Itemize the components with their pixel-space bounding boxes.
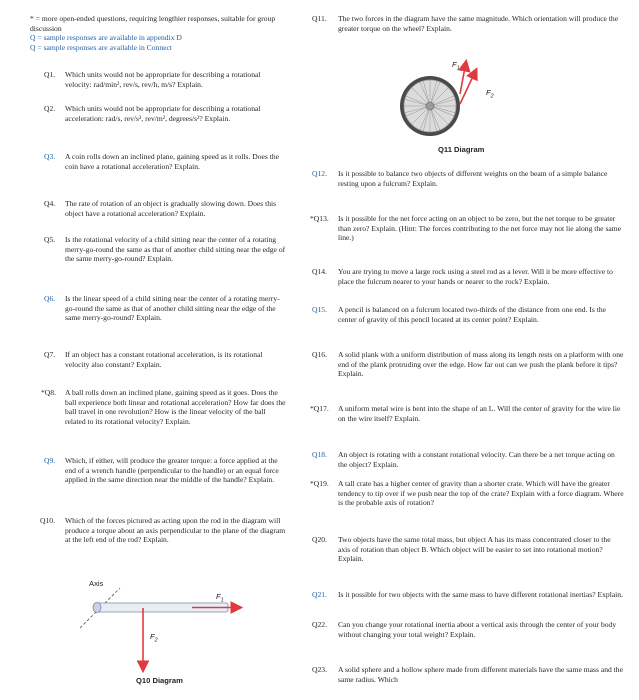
question-number: Q5. [44,235,56,244]
question-q2 [34,104,286,123]
question-q15 [312,305,624,324]
question-q4 [34,199,286,218]
question-number: Q18. [312,450,327,459]
question-text: The rate of rotation of an object is gradually slowing down. Does this object have a rotational acceleration? Explain. [65,199,277,218]
q10-caption: Q10 Diagram [136,676,183,685]
question-number: Q10. [40,516,55,525]
question-q20 [312,535,624,564]
question-text: Can you change your rotational inertia about a vertical axis through the center of your body without changing your total weight? Explain. [338,620,617,639]
question-q3 [34,152,286,171]
question-number: Q16. [312,350,327,359]
question-number: Q3. [44,152,56,161]
force-f1-arrow [460,62,466,94]
question-text: A ball rolls down an inclined plane, gaining speed as it goes. Does the ball experience both linear and rotational acceleration? How far does the ball travel in one revolution? How is the linear velocity of the ball related to its rotational velocity? Explain. [65,388,286,426]
legend [30,14,292,52]
q10-diagram-graphic [80,578,280,690]
question-text: A coin rolls down an inclined plane, gaining speed as it rolls. Does the coin have a rotational acceleration? Explain. [65,152,280,171]
question-q19 [310,479,624,508]
question-text: A solid sphere and a hollow sphere made from different materials have the same mass and the same radius. Which [338,665,623,684]
question-q18 [312,450,624,469]
f2-subscript: 2 [490,93,494,100]
question-number: Q11. [312,14,327,23]
question-number: Q22. [312,620,327,629]
question-number: Q21. [312,590,327,599]
question-q22 [312,620,624,639]
question-q5 [34,235,286,264]
q11-caption: Q11 Diagram [438,145,485,154]
q11-f2-label [486,88,494,100]
question-q9 [34,456,286,485]
f1-letter: F [452,60,457,69]
question-number: Q2. [44,104,56,113]
q11-f1-label [452,60,460,72]
f1-subscript: 1 [220,597,224,604]
q11-wheel-graphic [388,54,538,144]
question-q21 [312,590,624,600]
question-text: Is it possible to balance two objects of different weights on the beam of a simple balance resting upon a fulcrum? Explain. [338,169,608,188]
question-q11 [312,14,624,33]
question-text: Which units would not be appropriate for describing a rotational velocity: rad/min², rev/s, rev/h, m/s? Explain. [65,70,261,89]
question-q7 [34,350,286,369]
question-text: Is it possible for the net force acting on an object to be zero, but the net torque to be greater than zero? Explain. (Hint: The forces contributing to the net force may not lie along the same line.) [338,214,622,243]
question-q1 [34,70,286,89]
question-number: *Q19. [310,479,329,488]
f1-label [216,592,224,604]
question-text: A uniform metal wire is bent into the shape of an L. Will the center of gravity for the wire lie on the wire itself? Explain. [338,404,621,423]
wheel-hub [426,102,434,110]
question-text: A tall crate has a higher center of gravity than a shorter crate. Which will have the greater tendency to tip over if we push near the top of the crate? Explain with a force diagram. Where is the probable axis of rotation? [338,479,624,508]
question-text: A solid plank with a uniform distribution of mass along its length rests on a platform with one end of the plank protruding over the edge. How far out can we push the plank before it tips? Explain. [338,350,624,379]
f2-letter: F [486,88,491,97]
question-number: Q23. [312,665,327,674]
question-q13 [310,214,624,243]
question-text: Which of the forces pictured as acting upon the rod in the diagram will produce a torque about an axis perpendicular to the plane of the diagram at the left end of the rod? Explain. [65,516,286,545]
question-text: The two forces in the diagram have the same magnitude. Which orientation will produce the greater torque on the wheel? Explain. [338,14,619,33]
question-number: Q14. [312,267,327,276]
legend-appendix-line: Q = sample responses are available in appendix D [30,33,182,43]
question-number: Q1. [44,70,56,79]
question-text: An object is rotating with a constant rotational velocity. Can there be a net torque acting on the object? Explain. [338,450,615,469]
f1-letter: F [216,592,221,601]
question-number: Q9. [44,456,56,465]
question-number: *Q8. [41,388,56,397]
question-text: Which, if either, will produce the greater torque: a force applied at the end of a wrench handle (perpendicular to the handle) or an equal force applied in the same direction near the middle of the handle? Explain. [65,456,279,485]
legend-connect-line: Q = sample responses are available in Connect [30,42,172,52]
question-q8 [34,388,286,426]
f2-label [150,632,158,644]
axis-label: Axis [89,579,104,588]
question-text: Two objects have the same total mass, but object A has its mass concentrated closer to the axis of rotation than object B. Which object will be easier to set into rotational motion? Explain. [338,535,611,564]
question-q16 [312,350,624,379]
question-q17 [310,404,624,423]
question-q23 [312,665,624,684]
f2-letter: F [150,632,155,641]
question-number: *Q13. [310,214,329,223]
force-f2-arrow [460,70,476,104]
question-text: Is it possible for two objects with the same mass to have different rotational inertias? Explain. [338,590,623,599]
question-q6 [34,294,286,323]
f1-subscript: 1 [456,65,460,72]
question-q12 [312,169,624,188]
question-number: Q12. [312,169,327,178]
legend-star-line: * = more open-ended questions, requiring lengthier responses, suitable for group discussion [30,14,276,33]
f2-subscript: 2 [154,637,158,644]
question-text: Is the rotational velocity of a child sitting near the center of a rotating merry-go-round the same as that of another child sitting near the edge of the same merry-go-round? Explain. [65,235,286,264]
question-text: You are trying to move a large rock using a steel rod as a lever. Will it be more effective to place the fulcrum nearer to your hands or nearer to the rock? Explain. [338,267,613,286]
question-text: Is the linear speed of a child sitting near the center of a rotating merry-go-round the same as that of another child sitting near the edge of the same merry-go-round? Explain. [65,294,280,323]
question-text: If an object has a constant rotational acceleration, is its rotational velocity also constant? Explain. [65,350,263,369]
rod-left-end [93,603,101,613]
question-text: Which units would not be appropriate for describing a rotational acceleration: rad/s, rev/s², rev/m², degrees/s²? Explain. [65,104,261,123]
question-q14 [312,267,624,286]
question-number: Q6. [44,294,56,303]
question-number: Q7. [44,350,56,359]
question-number: *Q17. [310,404,329,413]
question-text: A pencil is balanced on a fulcrum located two-thirds of the distance from one end. Is the center of gravity of this pencil located at its center point? Explain. [338,305,607,324]
question-number: Q4. [44,199,56,208]
question-number: Q15. [312,305,327,314]
question-number: Q20. [312,535,327,544]
question-q10 [34,516,286,545]
